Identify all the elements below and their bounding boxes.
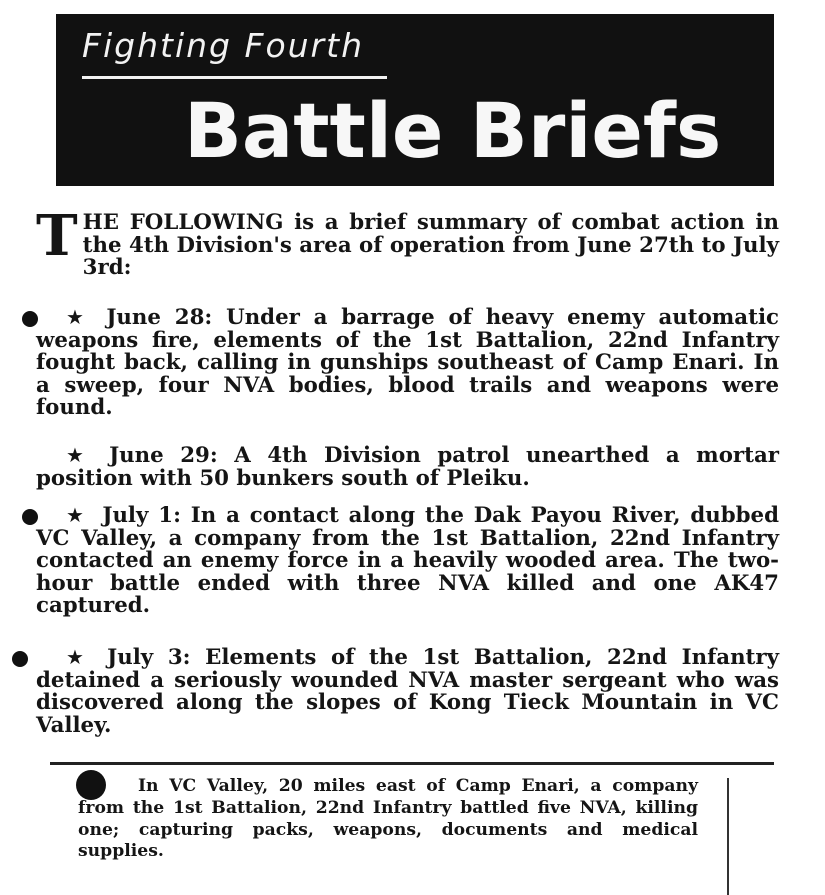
brief-text: July 3: Elements of the 1st Battalion, 22nd Infantry detained a seriously wounded NVA master sergeant who was discovered along the slopes of Kong Tieck Mountain in VC Valley. bbox=[36, 645, 779, 738]
star-icon: ★ bbox=[66, 443, 94, 467]
intro-paragraph bbox=[36, 203, 779, 280]
brief-item-july-3 bbox=[36, 646, 779, 737]
box-right-border bbox=[727, 778, 729, 895]
drop-cap: T bbox=[36, 203, 78, 269]
star-icon: ★ bbox=[66, 645, 92, 669]
masthead-kicker: Fighting Fourth bbox=[82, 26, 364, 65]
brief-text: June 28: Under a barrage of heavy enemy automatic weapons fire, elements of the 1st Battalion, 22nd Infantry fought back, calling in gunships southeast of Camp Enari. In a sweep, four NVA bodies, blood trails and weapons were found. bbox=[36, 305, 779, 420]
brief-text: July 1: In a contact along the Dak Payou River, dubbed VC Valley, a company from the 1st Battalion, 22nd Infantry contacted an enemy force in a heavily wooded area. The two-hour battle ended with three NVA killed and one AK47 captured. bbox=[36, 503, 779, 618]
brief-text: June 29: A 4th Division patrol unearthed a mortar position with 50 bunkers south of Pleiku. bbox=[36, 443, 779, 491]
star-icon: ★ bbox=[66, 503, 87, 527]
intro-lead-in: HE FOLLOWING bbox=[82, 210, 284, 235]
section-divider bbox=[50, 762, 774, 765]
boxed-brief bbox=[78, 776, 698, 863]
boxed-brief-text: In VC Valley, 20 miles east of Camp Enari, a company from the 1st Battalion, 22nd Infantry battled five NVA, killing one; capturing packs, weapons, documents and medical supplies. bbox=[78, 776, 698, 862]
kicker-underline bbox=[82, 76, 387, 79]
brief-item-june-28 bbox=[36, 306, 779, 420]
star-icon: ★ bbox=[66, 305, 91, 329]
intro-text: is a brief summary of combat action in the 4th Division's area of operation from June 27th to July 3rd: bbox=[82, 210, 779, 280]
masthead bbox=[56, 14, 774, 186]
masthead-headline: Battle Briefs bbox=[184, 86, 722, 175]
brief-item-july-1 bbox=[36, 504, 779, 618]
brief-item-june-29 bbox=[36, 444, 779, 490]
margin-bullet bbox=[12, 651, 28, 667]
